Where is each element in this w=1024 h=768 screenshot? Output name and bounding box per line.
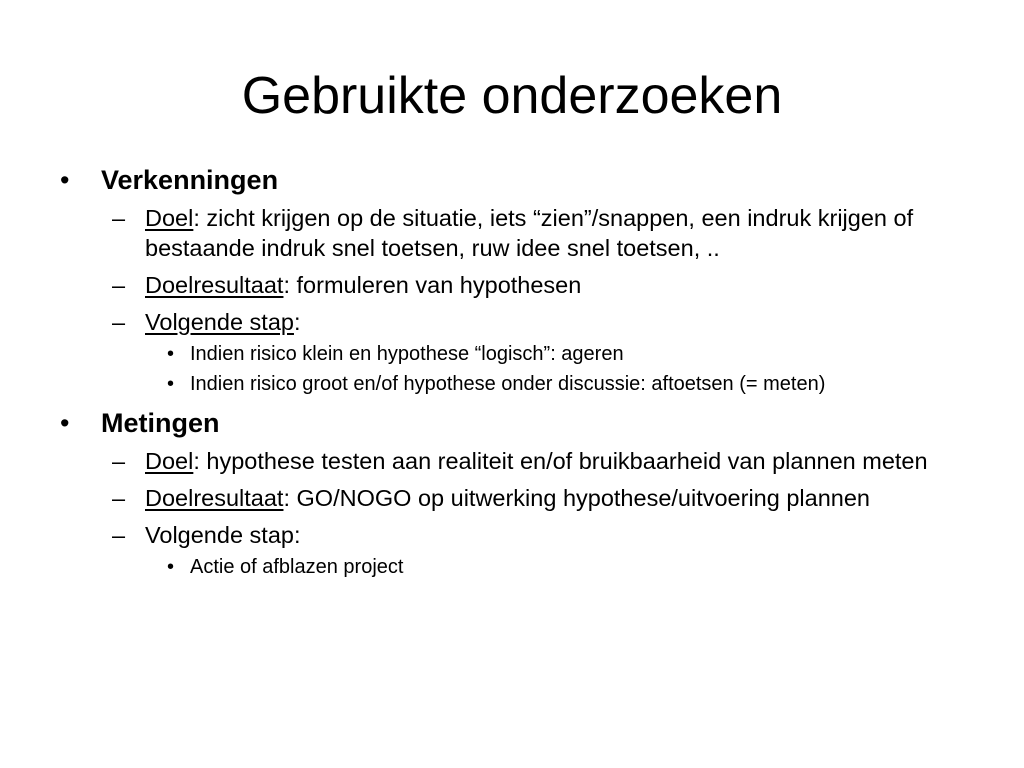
item-text: : hypothese testen aan realiteit en/of bruikbaarheid van plannen meten — [193, 448, 928, 474]
bullet-icon: • — [167, 373, 175, 395]
section-metingen — [60, 407, 960, 580]
dash-icon: – — [112, 205, 126, 231]
sub-item-text: Indien risico groot en/of hypothese onder discussie: aftoetsen (= meten) — [190, 373, 826, 395]
sub-item — [60, 371, 910, 397]
slide-body — [60, 158, 960, 580]
item-text: : zicht krijgen op de situatie, iets “zien”/snappen, een indruk krijgen of bestaande indruk snel toetsen, ruw idee snel toetsen, .. — [145, 205, 914, 261]
item-text: : — [293, 309, 301, 335]
item-label: Doel — [145, 205, 194, 231]
item-text: : formuleren van hypothesen — [283, 272, 582, 298]
dash-icon: – — [112, 522, 126, 548]
sub-item-text: Actie of afblazen project — [190, 556, 404, 578]
item-text: Volgende stap: — [145, 522, 301, 548]
section-heading-text: Metingen — [101, 408, 220, 438]
item-label: Doel — [145, 448, 194, 474]
list-item-doelresultaat — [60, 270, 945, 300]
list-item-doelresultaat — [60, 483, 945, 513]
list-item-volgende-stap — [60, 307, 945, 337]
sub-item — [60, 554, 910, 580]
bullet-icon: • — [167, 556, 175, 578]
list-item-doel — [60, 446, 945, 476]
bullet-icon: • — [60, 165, 70, 195]
section-heading — [60, 164, 960, 196]
dash-icon: – — [112, 448, 126, 474]
section-verkenningen — [60, 164, 960, 397]
item-label: Doelresultaat — [145, 485, 284, 511]
sub-item — [60, 341, 910, 367]
bullet-icon: • — [60, 408, 70, 438]
section-heading — [60, 407, 960, 439]
slide-title: Gebruikte onderzoeken — [241, 67, 783, 125]
list-item-volgende-stap — [60, 520, 945, 550]
dash-icon: – — [112, 485, 126, 511]
list-item-doel — [60, 203, 945, 263]
section-heading-text: Verkenningen — [101, 165, 279, 195]
dash-icon: – — [112, 309, 126, 335]
sub-item-text: Indien risico klein en hypothese “logisch”: ageren — [190, 343, 624, 365]
item-text: : GO/NOGO op uitwerking hypothese/uitvoering plannen — [283, 485, 870, 511]
bullet-icon: • — [167, 343, 175, 365]
dash-icon: – — [112, 272, 126, 298]
item-label: Doelresultaat — [145, 272, 284, 298]
item-label: Volgende stap — [145, 309, 294, 335]
